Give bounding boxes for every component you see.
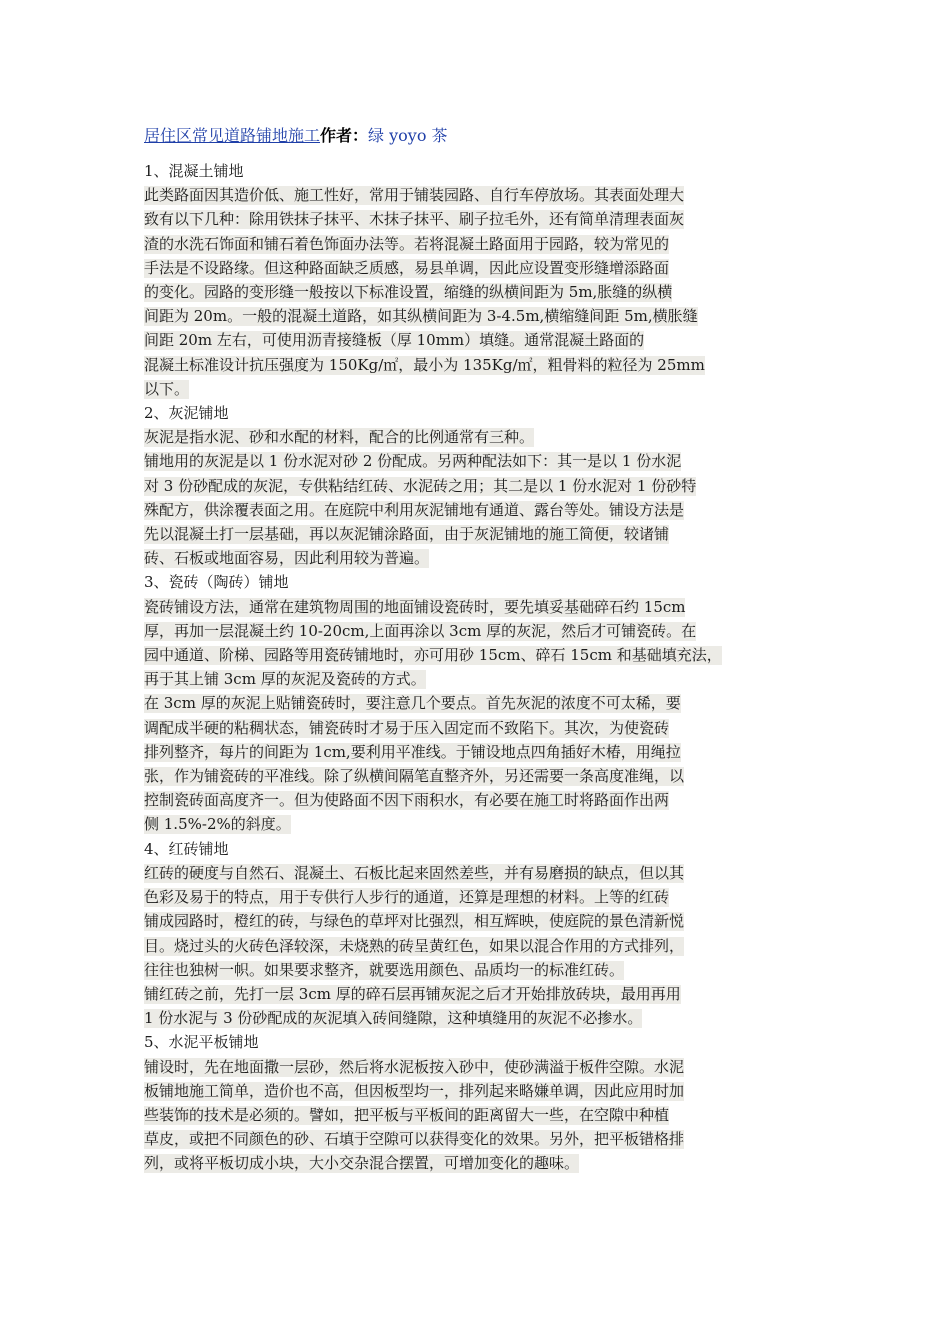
paragraph-line-text: 此类路面因其造价低、施工性好，常用于铺装园路、自行车停放场。其表面处理大 — [144, 186, 685, 205]
paragraph-line-text: 板铺地施工简单，造价也不高，但因板型均一，排列起来略嫌单调，因此应用时加 — [144, 1081, 685, 1100]
paragraph-line-text: 在 3cm 厚的灰泥上贴铺瓷砖时，要注意几个要点。首先灰泥的浓度不可太稀，要 — [144, 694, 681, 713]
paragraph-line — [144, 982, 812, 1006]
section-heading-text: 4、红砖铺地 — [144, 839, 229, 858]
paragraph-line-text: 些装饰的技术是必须的。譬如，把平板与平板间的距离留大一些，在空隙中种植 — [144, 1105, 670, 1124]
paragraph-line-text: 园中通道、阶梯、园路等用瓷砖铺地时，亦可用砂 15cm、碎石 15cm 和基础填充法， — [144, 646, 722, 665]
paragraph-line-text: 红砖的硬度与自然石、混凝土、石板比起来固然差些，并有易磨损的缺点，但以其 — [144, 863, 685, 882]
paragraph-line — [144, 498, 812, 522]
paragraph-line — [144, 280, 812, 304]
paragraph-line — [144, 619, 812, 643]
paragraph-line-text: 铺成园路时，橙红的砖，与绿色的草坪对比强烈，相互辉映，使庭院的景色清新悦 — [144, 912, 685, 931]
paragraph-line-text: 张，作为铺瓷砖的平准线。除了纵横间隔笔直整齐外，另还需要一条高度准绳，以 — [144, 767, 685, 786]
paragraph-line-text: 铺设时，先在地面撒一层砂，然后将水泥板按入砂中，使砂满溢于板件空隙。水泥 — [144, 1057, 685, 1076]
paragraph-line-text: 往往也独树一帜。如果要求整齐，就要选用颜色、品质均一的标准红砖。 — [144, 960, 625, 979]
title-link[interactable]: 居住区常见道路铺地施工 — [144, 126, 321, 145]
paragraph-line-text: 瓷砖铺设方法，通常在建筑物周围的地面铺设瓷砖时，要先填妥基础碎石约 15cm — [144, 597, 686, 616]
paragraph-line — [144, 1151, 812, 1175]
paragraph-line-text: 砖、石板或地面容易，因此利用较为普遍。 — [144, 549, 430, 568]
paragraph-line — [144, 328, 812, 352]
section-heading-text: 5、水泥平板铺地 — [144, 1033, 259, 1052]
paragraph-line — [144, 207, 812, 231]
section-heading — [144, 1030, 812, 1054]
paragraph-line-text: 草皮，或把不同颜色的砂、石填于空隙可以获得变化的效果。另外，把平板错格排 — [144, 1130, 685, 1149]
paragraph-line — [144, 522, 812, 546]
article-body — [144, 159, 812, 1176]
section-heading — [144, 570, 812, 594]
paragraph-line-text: 控制瓷砖面高度齐一。但为使路面不因下雨积水，有必要在施工时将路面作出两 — [144, 791, 670, 810]
paragraph-line — [144, 183, 812, 207]
section-heading-text: 3、瓷砖（陶砖）铺地 — [144, 573, 289, 592]
paragraph-line — [144, 643, 812, 667]
paragraph-line — [144, 861, 812, 885]
paragraph-line — [144, 232, 812, 256]
paragraph-line — [144, 958, 812, 982]
paragraph-line-text: 对 3 份砂配成的灰泥，专供粘结红砖、水泥砖之用；其二是以 1 份水泥对 1 份砂特 — [144, 476, 697, 495]
paragraph-line-text: 手法是不设路缘。但这种路面缺乏质感，易县单调，因此应设置变形缝增添路面 — [144, 258, 670, 277]
paragraph-line — [144, 934, 812, 958]
paragraph-line — [144, 256, 812, 280]
paragraph-line — [144, 1055, 812, 1079]
paragraph-line — [144, 788, 812, 812]
paragraph-line-text: 排列整齐，每片的间距为 1cm,要利用平准线。于铺设地点四角插好木椿，用绳拉 — [144, 742, 681, 761]
paragraph-line-text: 厚，再加一层混凝土约 10-20cm,上面再涂以 3cm 厚的灰泥，然后才可铺瓷砖。在 — [144, 621, 697, 640]
paragraph-line-text: 铺红砖之前，先打一层 3cm 厚的碎石层再铺灰泥之后才开始排放砖块，最用再用 — [144, 984, 681, 1003]
paragraph-line — [144, 885, 812, 909]
paragraph-line-text: 列，或将平板切成小块，大小交杂混合摆置，可增加变化的趣味。 — [144, 1154, 580, 1173]
paragraph-line-text: 1 份水泥与 3 份砂配成的灰泥填入砖间缝隙，这种填缝用的灰泥不必掺水。 — [144, 1009, 643, 1028]
paragraph-line — [144, 353, 812, 377]
paragraph-line — [144, 1006, 812, 1030]
paragraph-line — [144, 425, 812, 449]
paragraph-line-text: 侧 1.5%-2%的斜度。 — [144, 815, 291, 834]
document-page — [144, 123, 812, 1176]
paragraph-line-text: 先以混凝土打一层基础，再以灰泥铺涂路面，由于灰泥铺地的施工简便，较诸铺 — [144, 525, 670, 544]
paragraph-line — [144, 449, 812, 473]
paragraph-line — [144, 691, 812, 715]
paragraph-line — [144, 1127, 812, 1151]
paragraph-line — [144, 716, 812, 740]
author-label: 作者： — [320, 126, 369, 145]
article-title — [144, 123, 812, 149]
paragraph-line — [144, 740, 812, 764]
author-name[interactable]: 绿 yoyo 茶 — [368, 126, 448, 145]
paragraph-line — [144, 304, 812, 328]
paragraph-line-text: 调配成半硬的粘稠状态，铺瓷砖时才易于压入固定而不致陷下。其次，为使瓷砖 — [144, 718, 670, 737]
paragraph-line-text: 的变化。园路的变形缝一般按以下标准设置，缩缝的纵横间距为 5m,胀缝的纵横 — [144, 283, 673, 302]
paragraph-line-text: 目。烧过头的火砖色泽较深，未烧熟的砖呈黄红色，如果以混合作用的方式排列， — [144, 936, 685, 955]
paragraph-line-text: 色彩及易于的特点，用于专供行人步行的通道，还算是理想的材料。上等的红砖 — [144, 888, 670, 907]
paragraph-line — [144, 812, 812, 836]
paragraph-line — [144, 546, 812, 570]
section-heading-text: 2、灰泥铺地 — [144, 404, 229, 423]
paragraph-line-text: 间距 20m 左右，可使用沥青接缝板（厚 10mm）填缝。通常混凝土路面的 — [144, 331, 645, 350]
section-heading — [144, 159, 812, 183]
paragraph-line-text: 间距为 20m。一般的混凝土道路，如其纵横间距为 3-4.5m,横缩缝间距 5m,横胀缝 — [144, 307, 698, 326]
paragraph-line-text: 铺地用的灰泥是以 1 份水泥对砂 2 份配成。另两种配法如下：其一是以 1 份水泥 — [144, 452, 682, 471]
paragraph-line — [144, 474, 812, 498]
paragraph-line — [144, 909, 812, 933]
paragraph-line-text: 渣的水洗石饰面和铺石着色饰面办法等。若将混凝土路面用于园路，较为常见的 — [144, 234, 670, 253]
paragraph-line — [144, 1103, 812, 1127]
paragraph-line — [144, 377, 812, 401]
paragraph-line — [144, 764, 812, 788]
paragraph-line — [144, 667, 812, 691]
paragraph-line-text: 致有以下几种：除用铁抹子抹平、木抹子抹平、刷子拉毛外，还有简单清理表面灰 — [144, 210, 685, 229]
paragraph-line — [144, 1079, 812, 1103]
paragraph-line-text: 再于其上铺 3cm 厚的灰泥及瓷砖的方式。 — [144, 670, 426, 689]
paragraph-line-text: 灰泥是指水泥、砂和水配的材料，配合的比例通常有三种。 — [144, 428, 535, 447]
section-heading-text: 1、混凝土铺地 — [144, 162, 244, 180]
section-heading — [144, 401, 812, 425]
paragraph-line — [144, 595, 812, 619]
paragraph-line-text: 混凝土标准设计抗压强度为 150Kg/㎡，最小为 135Kg/㎡，粗骨料的粒径为 25mm — [144, 355, 705, 374]
paragraph-line-text: 殊配方，供涂覆表面之用。在庭院中利用灰泥铺地有通道、露台等处。铺设方法是 — [144, 500, 685, 519]
paragraph-line-text: 以下。 — [144, 379, 190, 398]
section-heading — [144, 837, 812, 861]
